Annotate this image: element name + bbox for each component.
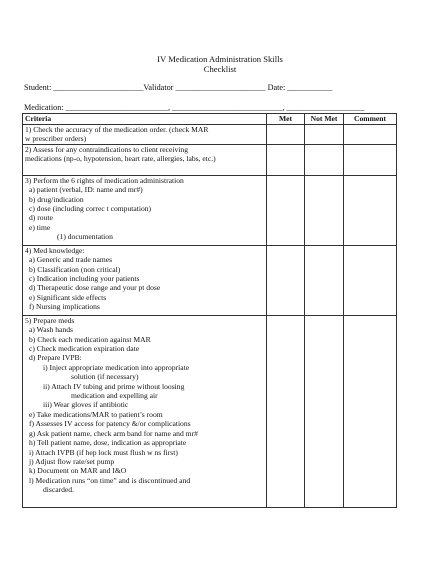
criteria-item: a) patient (verbal, ID: name and mr#) xyxy=(29,185,143,195)
criteria-item: c) Check medication expiration date xyxy=(29,344,140,354)
criteria-item: k) Document on MAR and I&O xyxy=(29,466,127,476)
criteria-item: ii) Attach IV tubing and prime without loosing xyxy=(43,381,185,391)
criteria-item: 1) Check the accuracy of the medication order. (check MAR xyxy=(25,125,209,134)
criteria-item: c) Indication including your patients xyxy=(29,274,140,284)
comment-cell[interactable] xyxy=(344,315,397,507)
criteria-item: i) Attach IVPB (if hep lock must flush w ns first) xyxy=(29,447,178,457)
comment-cell[interactable] xyxy=(344,245,397,315)
criteria-item: 4) Med knowledge: xyxy=(25,245,85,255)
criteria-item: 5) Prepare meds xyxy=(25,315,75,325)
not-met-cell[interactable] xyxy=(305,125,344,145)
not-met-cell[interactable] xyxy=(305,245,344,315)
criteria-item: g) Ask patient name, check arm band for name and mr# xyxy=(29,428,198,438)
met-cell[interactable] xyxy=(267,125,305,145)
table-row xyxy=(23,125,397,145)
criteria-item: b) Check each medication against MAR xyxy=(29,334,151,344)
table-row xyxy=(23,144,397,175)
criteria-item: i) Inject appropriate medication into appropriate xyxy=(43,362,190,372)
criteria-item: (1) documentation xyxy=(57,232,113,242)
criteria-item: 3) Perform the 6 rights of medication administration xyxy=(25,175,184,185)
criteria-cell xyxy=(23,144,267,175)
criteria-item: l) Medication runs “on time” and is discontinued and xyxy=(29,475,191,485)
medication-line[interactable]: Medication: _________________________, ___________________________, ___________________ xyxy=(24,103,365,112)
criteria-item: a) Wash hands xyxy=(29,325,73,335)
table-header-row xyxy=(23,114,397,125)
table-row xyxy=(23,175,397,245)
criteria-item: c) dose (including correc t computation) xyxy=(29,204,152,214)
table-row xyxy=(23,245,397,315)
met-cell[interactable] xyxy=(267,144,305,175)
criteria-item: e) Take medications/MAR to patient’s room xyxy=(29,409,163,419)
not-met-cell[interactable] xyxy=(305,144,344,175)
criteria-item: b) drug/indication xyxy=(29,194,84,204)
criteria-item: j) Adjust flow rate/set pump xyxy=(29,456,115,466)
checklist-table xyxy=(22,113,397,508)
met-cell[interactable] xyxy=(267,315,305,507)
criteria-item: f) Nursing implications xyxy=(29,302,100,312)
document-title: IV Medication Administration Skills xyxy=(157,54,283,64)
comment-cell[interactable] xyxy=(344,175,397,245)
criteria-item: medications (np-o, hypotension, heart rate, allergies, labs, etc.) xyxy=(25,154,216,164)
met-cell[interactable] xyxy=(267,175,305,245)
student-validator-date-line[interactable]: Student: ______________________Validator ______________________ Date: ___________ xyxy=(24,83,333,92)
criteria-cell xyxy=(23,245,267,315)
criteria-item: medication and expelling air xyxy=(71,391,158,401)
criteria-item: h) Tell patient name, dose, indication as appropriate xyxy=(29,438,187,448)
criteria-item: iii) Wear gloves if antibiotic xyxy=(43,400,129,410)
criteria-cell xyxy=(23,125,267,145)
criteria-item: discarded. xyxy=(43,485,74,495)
comment-header: Comment xyxy=(344,114,397,125)
criteria-item: d) route xyxy=(29,213,53,223)
criteria-item: w prescriber orders) xyxy=(25,134,87,144)
criteria-item: d) Therapeutic dose range and your pt dose xyxy=(29,283,161,293)
criteria-item: a) Generic and trade names xyxy=(29,255,113,265)
criteria-item: 2) Assess for any contraindications to client receiving xyxy=(25,144,189,154)
criteria-cell xyxy=(23,175,267,245)
document-subtitle: Checklist xyxy=(203,64,237,74)
comment-cell[interactable] xyxy=(344,125,397,145)
not-met-header: Not Met xyxy=(305,114,344,125)
not-met-cell[interactable] xyxy=(305,175,344,245)
criteria-cell xyxy=(23,315,267,507)
table-row xyxy=(23,315,397,507)
criteria-item: f) Assesses IV access for patency &/or complications xyxy=(29,419,191,429)
met-header: Met xyxy=(267,114,305,125)
comment-cell[interactable] xyxy=(344,144,397,175)
criteria-item: solution (if necessary) xyxy=(71,372,139,382)
criteria-item: b) Classification (non critical) xyxy=(29,264,121,274)
met-cell[interactable] xyxy=(267,245,305,315)
criteria-item: e) Significant side effects xyxy=(29,292,107,302)
not-met-cell[interactable] xyxy=(305,315,344,507)
criteria-header: Criteria xyxy=(23,114,267,125)
criteria-item: e) time xyxy=(29,222,51,232)
criteria-item: d) Prepare IVPB: xyxy=(29,353,82,363)
